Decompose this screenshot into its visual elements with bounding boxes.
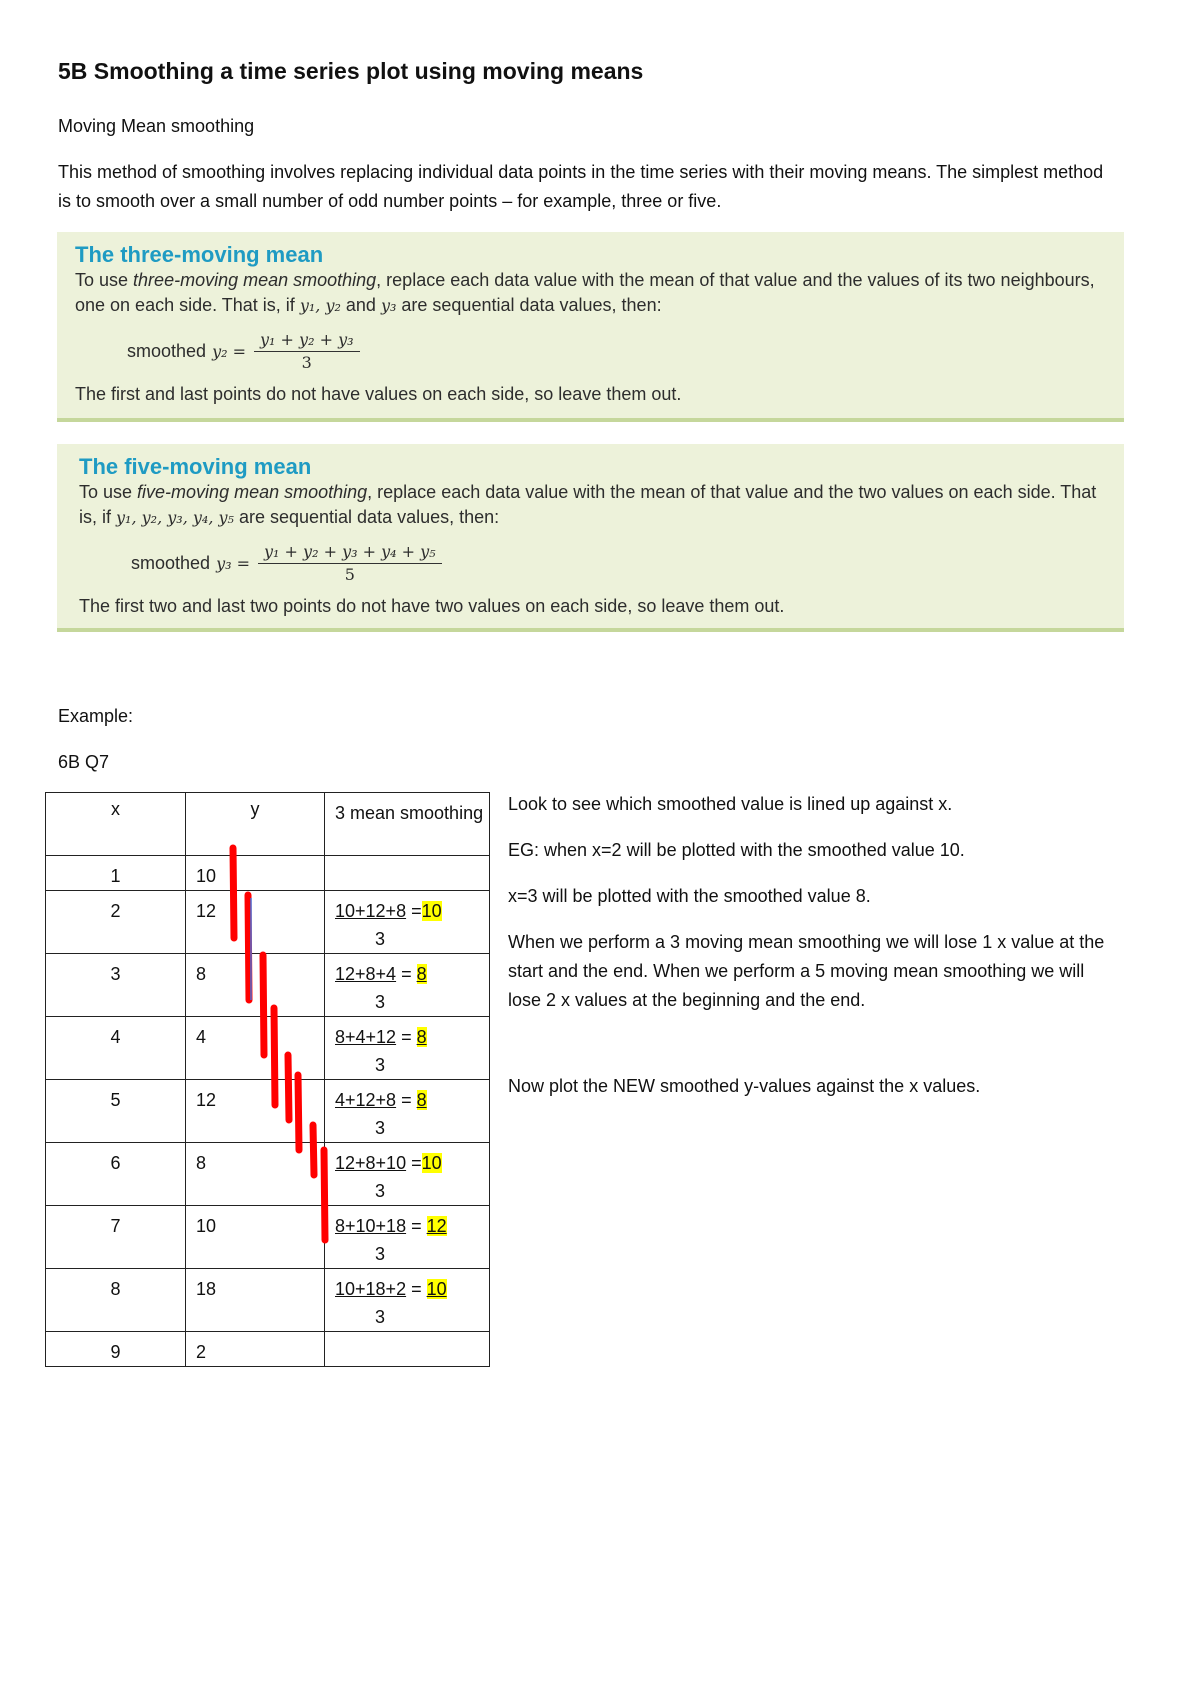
example-label: Example: bbox=[58, 706, 134, 726]
cell-y: 12 bbox=[186, 1080, 325, 1143]
cell-x: 6 bbox=[46, 1143, 186, 1206]
five-moving-mean-title: The five-moving mean bbox=[79, 454, 312, 479]
divisor: 3 bbox=[375, 992, 386, 1012]
explanation-notes bbox=[508, 790, 1108, 1118]
table-row bbox=[46, 1332, 490, 1367]
cell-smoothing: 4+12+8 = 8 3 bbox=[325, 1080, 490, 1143]
intro-paragraph: This method of smoothing involves replacing individual data points in the time series with their moving means. The simplest method is to smooth over a small number of odd number points – for example, three or five. bbox=[58, 162, 1104, 211]
section-subtitle: Moving Mean smoothing bbox=[58, 116, 255, 136]
divisor: 3 bbox=[375, 1118, 386, 1138]
smoothed-value: 8 bbox=[416, 1027, 427, 1047]
five-moving-mean-description: To use five-moving mean smoothing, replace each data value with the mean of that value and the two values on each side. That is, if y₁, y₂, y₃, y₄, y₅ are sequential data values, then: bbox=[79, 482, 1097, 527]
sum-expression: 8+4+12 bbox=[335, 1027, 397, 1047]
cell-x: 3 bbox=[46, 954, 186, 1017]
cell-y: 4 bbox=[186, 1017, 325, 1080]
cell-x: 8 bbox=[46, 1269, 186, 1332]
cell-y: 10 bbox=[186, 856, 325, 891]
cell-smoothing: 10+18+2 = 10 3 bbox=[325, 1269, 490, 1332]
smoothed-value: 10 bbox=[421, 1153, 442, 1173]
divisor: 3 bbox=[375, 1244, 386, 1264]
smoothing-table bbox=[45, 792, 490, 1367]
sum-expression: 10+18+2 bbox=[335, 1279, 407, 1299]
three-moving-mean-description: To use three-moving mean smoothing, replace each data value with the mean of that value and the values of its two neighbours, one on each side. That is, if y₁, y₂ and y₃ are sequential data values, then: bbox=[75, 270, 1095, 315]
formula-numerator: y₁ + y₂ + y₃ bbox=[254, 330, 360, 352]
cell-smoothing: 12+8+4 = 8 3 bbox=[325, 954, 490, 1017]
question-reference: 6B Q7 bbox=[58, 752, 110, 772]
cell-y: 10 bbox=[186, 1206, 325, 1269]
table-row bbox=[46, 954, 490, 1017]
cell-smoothing bbox=[325, 1332, 490, 1367]
table-row bbox=[46, 856, 490, 891]
table-row bbox=[46, 1206, 490, 1269]
note: Look to see which smoothed value is lined up against x. bbox=[508, 794, 953, 814]
note: When we perform a 3 moving mean smoothing we will lose 1 x value at the start and the end. When we perform a 5 moving mean smoothing we will lose 2 x values at the beginning and the end. bbox=[508, 932, 1105, 1010]
note: x=3 will be plotted with the smoothed value 8. bbox=[508, 886, 871, 906]
divisor: 3 bbox=[375, 1307, 386, 1327]
cell-smoothing: 8+10+18 = 12 3 bbox=[325, 1206, 490, 1269]
table-row bbox=[46, 1269, 490, 1332]
cell-x: 4 bbox=[46, 1017, 186, 1080]
smoothed-value: 8 bbox=[416, 1090, 427, 1110]
smoothed-value: 8 bbox=[416, 964, 427, 984]
cell-x: 9 bbox=[46, 1332, 186, 1367]
three-moving-mean-formula: smoothed y₂ = $\frac{\text{y₁ + y₂ + y₃}}{3}$ bbox=[127, 330, 1106, 372]
divisor: 3 bbox=[375, 1181, 386, 1201]
five-moving-mean-footer: The first two and last two points do not have two values on each side, so leave them out. bbox=[79, 596, 785, 616]
table-row bbox=[46, 1143, 490, 1206]
divisor: 3 bbox=[375, 929, 386, 949]
formula-denominator: 5 bbox=[344, 565, 355, 584]
note: Now plot the NEW smoothed y-values against the x values. bbox=[508, 1076, 981, 1096]
sum-expression: 4+12+8 bbox=[335, 1090, 397, 1110]
table-row bbox=[46, 1017, 490, 1080]
cell-x: 1 bbox=[46, 856, 186, 891]
header-x: x bbox=[46, 793, 186, 856]
formula-numerator: y₁ + y₂ + y₃ + y₄ + y₅ bbox=[258, 542, 442, 564]
five-moving-mean-formula: smoothed y₃ = $\frac{\text{y₁ + y₂ + y₃ + y₄ + y₅}}{5}$ bbox=[131, 542, 1106, 584]
cell-x: 5 bbox=[46, 1080, 186, 1143]
table-row bbox=[46, 1080, 490, 1143]
five-moving-mean-box bbox=[57, 444, 1124, 632]
cell-x: 2 bbox=[46, 891, 186, 954]
cell-y: 18 bbox=[186, 1269, 325, 1332]
cell-y: 8 bbox=[186, 1143, 325, 1206]
sum-expression: 8+10+18 bbox=[335, 1216, 407, 1236]
sum-expression: 10+12+8 bbox=[335, 901, 407, 921]
table-row bbox=[46, 891, 490, 954]
cell-y: 8 bbox=[186, 954, 325, 1017]
note: EG: when x=2 will be plotted with the smoothed value 10. bbox=[508, 840, 965, 860]
cell-y: 12 bbox=[186, 891, 325, 954]
smoothed-value: 10 bbox=[426, 1279, 447, 1299]
cell-smoothing bbox=[325, 856, 490, 891]
three-moving-mean-footer: The first and last points do not have values on each side, so leave them out. bbox=[75, 384, 682, 404]
three-moving-mean-title: The three-moving mean bbox=[75, 242, 324, 267]
cell-smoothing: 10+12+8 =10 3 bbox=[325, 891, 490, 954]
divisor: 3 bbox=[375, 1055, 386, 1075]
cell-smoothing: 12+8+10 =10 3 bbox=[325, 1143, 490, 1206]
header-y: y bbox=[186, 793, 325, 856]
cell-x: 7 bbox=[46, 1206, 186, 1269]
smoothed-value: 10 bbox=[421, 901, 442, 921]
page-title: 5B Smoothing a time series plot using moving means bbox=[58, 58, 644, 84]
sum-expression: 12+8+10 bbox=[335, 1153, 407, 1173]
smoothed-value: 12 bbox=[426, 1216, 447, 1236]
cell-y: 2 bbox=[186, 1332, 325, 1367]
cell-smoothing: 8+4+12 = 8 3 bbox=[325, 1017, 490, 1080]
sum-expression: 12+8+4 bbox=[335, 964, 397, 984]
header-smoothing: 3 mean smoothing bbox=[325, 793, 490, 856]
formula-denominator: 3 bbox=[301, 353, 312, 372]
three-moving-mean-box bbox=[57, 232, 1124, 422]
